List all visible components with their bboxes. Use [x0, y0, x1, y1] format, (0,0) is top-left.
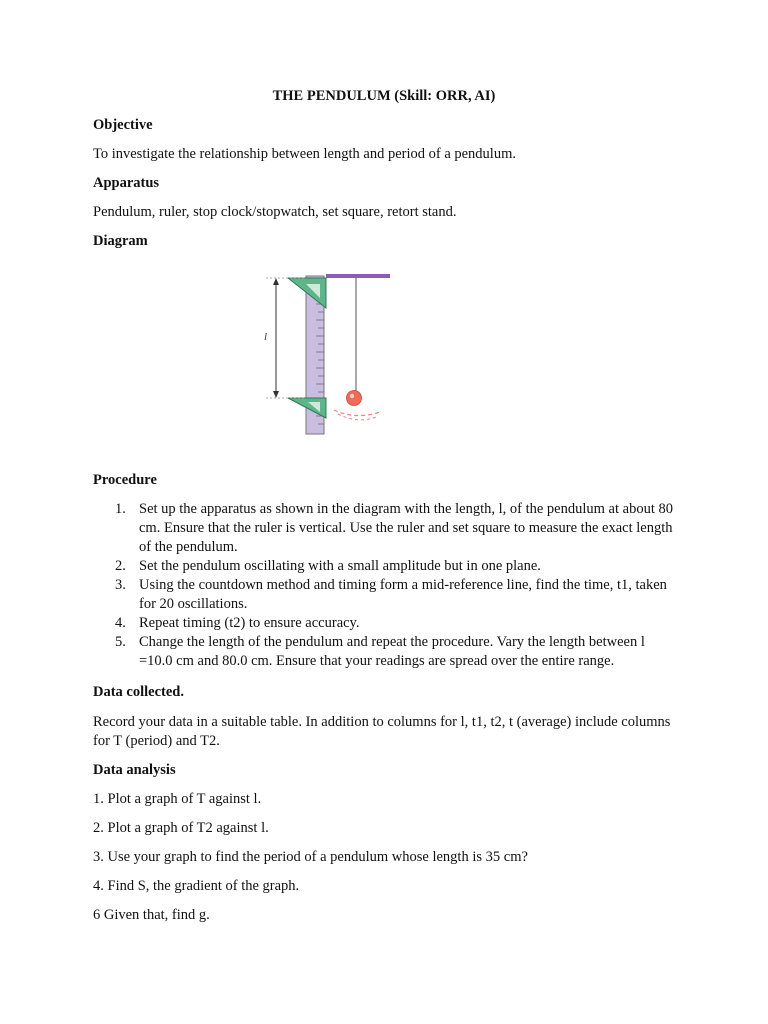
procedure-step-number: 1. [115, 501, 126, 517]
apparatus-text: Pendulum, ruler, stop clock/stopwatch, set square, retort stand. [93, 204, 457, 220]
pendulum-bob [347, 391, 362, 406]
length-label: l [264, 331, 268, 343]
procedure-step [93, 557, 693, 576]
procedure-step-text: Repeat timing (t2) to ensure accuracy. [139, 615, 360, 631]
document-title: THE PENDULUM (Skill: ORR, AI) [272, 88, 496, 104]
procedure-step [93, 614, 693, 633]
procedure-heading: Procedure [93, 472, 157, 488]
procedure-step [93, 576, 693, 614]
data-collected-text: Record your data in a suitable table. In addition to columns for l, t1, t2, t (average) include columns for T (period) and T2. [93, 714, 671, 749]
data-collected-heading: Data collected. [93, 684, 184, 700]
objective-text: To investigate the relationship between length and period of a pendulum. [93, 146, 516, 162]
procedure-list [93, 500, 693, 671]
procedure-step-text: Set the pendulum oscillating with a small amplitude but in one plane. [139, 558, 541, 574]
procedure-step-number: 5. [115, 634, 126, 650]
data-analysis-heading: Data analysis [93, 762, 176, 778]
procedure-step-text: Using the countdown method and timing form a mid-reference line, find the time, t1, taken for 20 oscillations. [139, 577, 667, 612]
data-analysis-item: 2. Plot a graph of T2 against l. [93, 820, 269, 836]
procedure-step [93, 500, 693, 557]
data-analysis-item: 3. Use your graph to find the period of a pendulum whose length is 35 cm? [93, 849, 528, 865]
procedure-step-number: 4. [115, 615, 126, 631]
data-analysis-item: 1. Plot a graph of T against l. [93, 791, 262, 807]
support-bar [326, 274, 390, 278]
procedure-step [93, 633, 693, 671]
procedure-step-number: 2. [115, 558, 126, 574]
swing-arc [334, 410, 380, 416]
pendulum-diagram [258, 268, 398, 440]
procedure-step-text: Set up the apparatus as shown in the diagram with the length, l, of the pendulum at about 80 cm. Ensure that the ruler is vertical. Use the ruler and set square to measure the exact length of the pendulum. [139, 501, 673, 555]
procedure-step-text: Change the length of the pendulum and repeat the procedure. Vary the length between l =10.0 cm and 80.0 cm. Ensure that your readings are spread over the entire range. [139, 634, 645, 669]
procedure-step-number: 3. [115, 577, 126, 593]
diagram-heading: Diagram [93, 233, 148, 249]
objective-heading: Objective [93, 117, 153, 133]
data-analysis-item: 6 Given that, find g. [93, 907, 210, 923]
apparatus-heading: Apparatus [93, 175, 160, 191]
data-analysis-item: 4. Find S, the gradient of the graph. [93, 878, 300, 894]
